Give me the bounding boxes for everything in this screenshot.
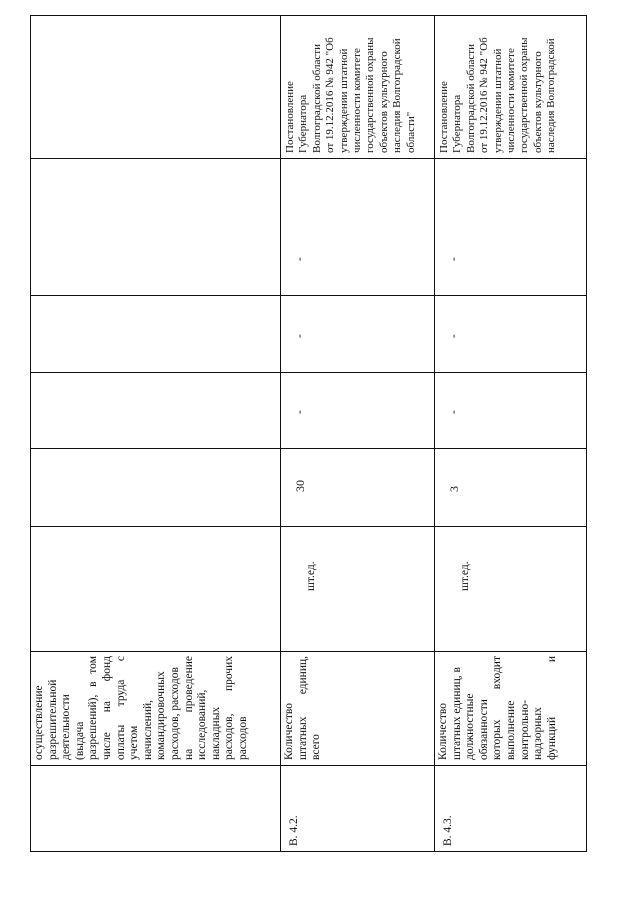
description-line: исследований,	[196, 689, 209, 760]
row-unit	[31, 527, 281, 652]
description-line: штатных единиц, в	[450, 667, 463, 760]
row-col5: -	[281, 373, 435, 449]
basis-line: Волгоградской области	[310, 44, 323, 153]
basis-line: от 19.12.2016 № 942 "Об	[478, 37, 491, 153]
row-unit: шт.ед.	[281, 527, 435, 652]
rotated-table-container	[30, 16, 586, 852]
description-line: накладных	[209, 706, 222, 760]
description-line: разрешений), в том	[87, 656, 100, 760]
indicators-table	[30, 15, 587, 852]
description-line: функций и	[545, 656, 558, 760]
description-line: осуществление	[33, 685, 45, 760]
basis-line: численности комитете	[505, 48, 518, 153]
description-line: Количество	[437, 703, 449, 760]
description-line: начислений,	[141, 699, 154, 760]
description-line: контрольно-	[518, 699, 531, 760]
description-line: (выдача	[73, 721, 86, 760]
description-line: оплаты труда с	[114, 656, 127, 760]
description-line: учетом	[128, 725, 141, 760]
description-line: командировочных	[155, 671, 168, 760]
basis-line: Постановление	[284, 81, 296, 153]
description-line: числе на фонд	[100, 656, 113, 760]
description-line: деятельности	[60, 694, 73, 760]
description-line: на проведение	[182, 656, 195, 760]
row-code	[31, 766, 281, 852]
basis-line: государственной охраны	[518, 37, 531, 153]
description-line: Количество	[283, 703, 295, 760]
description-line: надзорных	[532, 707, 545, 760]
table-row	[31, 16, 281, 852]
basis-line: Постановление	[438, 81, 450, 153]
row-description	[31, 652, 281, 766]
basis-line: объектов культурного	[377, 51, 390, 153]
row-value: 3	[435, 449, 587, 527]
row-basis	[281, 16, 435, 159]
description-line: выполнение	[504, 700, 517, 760]
table-row	[435, 16, 587, 852]
basis-line: наследия Волгоградской	[545, 38, 558, 153]
basis-line: государственной охраны	[364, 37, 377, 153]
description-line: расходов, прочих	[223, 656, 236, 760]
row-unit: шт.ед.	[435, 527, 587, 652]
basis-line: Волгоградской области	[464, 44, 477, 153]
basis-line: утверждении штатной	[491, 48, 504, 153]
row-col5	[31, 373, 281, 449]
basis-line: утверждении штатной	[337, 48, 350, 153]
basis-line: объектов культурного	[531, 51, 544, 153]
row-col6: -	[435, 296, 587, 373]
description-line: расходов	[236, 716, 249, 760]
row-col7: -	[435, 159, 587, 296]
row-basis	[31, 16, 281, 159]
description-line: разрешительной	[46, 679, 59, 760]
table-row	[281, 16, 435, 852]
row-description	[435, 652, 587, 766]
row-code: В. 4.3.	[435, 766, 587, 852]
row-code: В. 4.2.	[281, 766, 435, 852]
basis-line: от 19.12.2016 № 942 "Об	[324, 37, 337, 153]
description-line: всего	[310, 734, 323, 760]
row-col7: -	[281, 159, 435, 296]
row-value	[31, 449, 281, 527]
description-line: должностные	[464, 693, 477, 760]
row-col5: -	[435, 373, 587, 449]
row-col6: -	[281, 296, 435, 373]
basis-line: Губернатора	[451, 94, 464, 153]
row-basis	[435, 16, 587, 159]
row-description	[281, 652, 435, 766]
basis-line: Губернатора	[297, 94, 310, 153]
row-col7	[31, 159, 281, 296]
basis-line: области"	[404, 111, 417, 153]
description-line: штатных единиц,	[296, 656, 309, 760]
row-col6	[31, 296, 281, 373]
description-line: которых входит	[491, 656, 504, 760]
basis-line: численности комитете	[351, 48, 364, 153]
row-value: 30	[281, 449, 435, 527]
basis-line: наследия Волгоградской	[391, 38, 404, 153]
description-line: расходов, расходов	[168, 667, 181, 760]
description-line: обязанности	[477, 699, 490, 760]
